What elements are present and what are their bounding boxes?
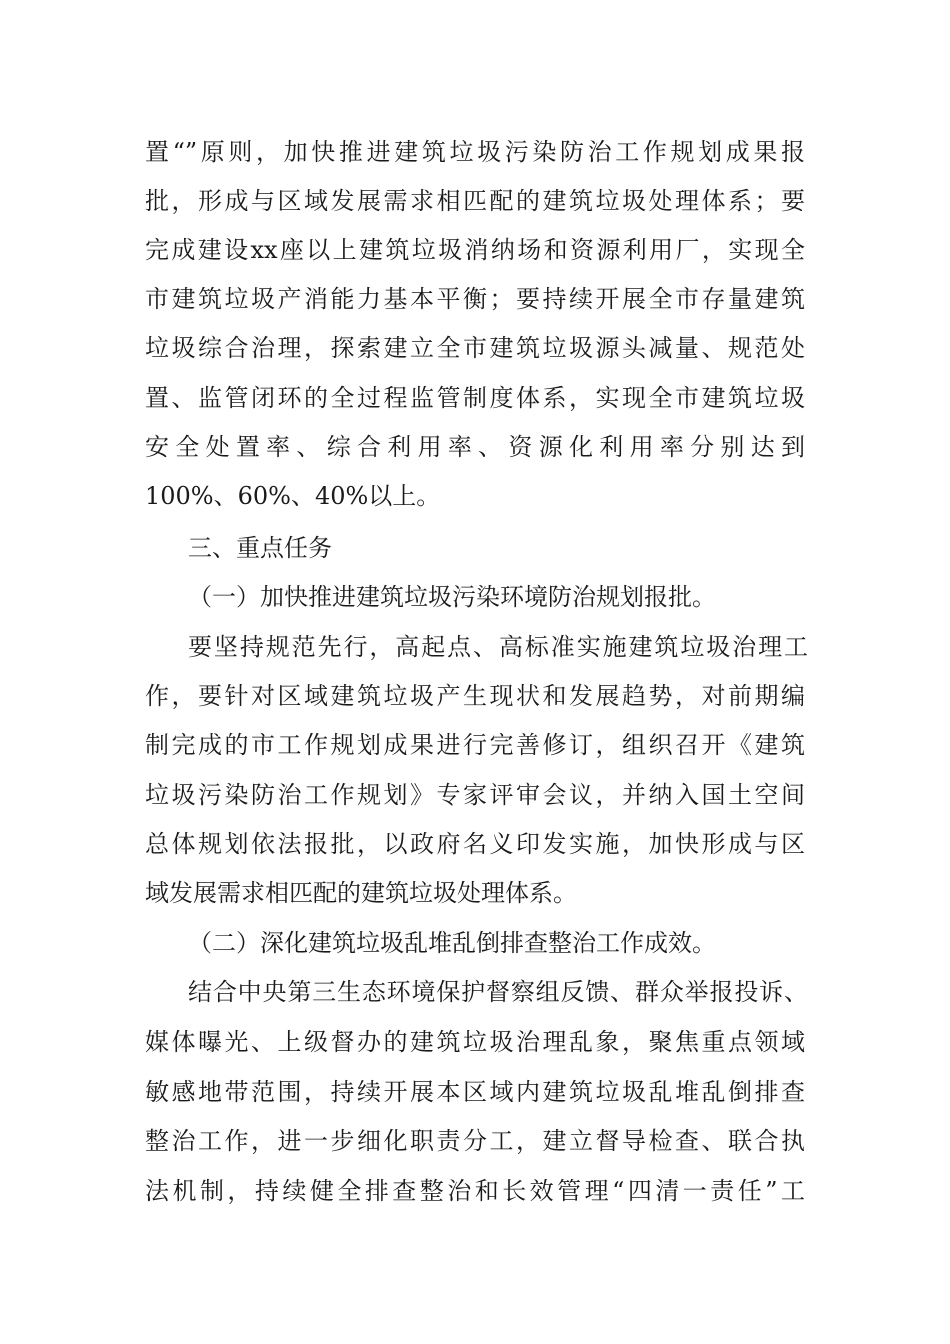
text-line: 批，形成与区域发展需求相匹配的建筑垃圾处理体系；要 bbox=[145, 187, 805, 215]
subsection-heading: （一）加快推进建筑垃圾污染环境防治规划报批。 bbox=[188, 583, 716, 611]
paragraph-first-line: 要坚持规范先行，高起点、高标准实施建筑垃圾治理工 bbox=[188, 633, 808, 661]
text-line: 域发展需求相匹配的建筑垃圾处理体系。 bbox=[145, 879, 577, 907]
paragraph-first-line: 结合中央第三生态环境保护督察组反馈、群众举报投诉、 bbox=[188, 978, 808, 1006]
text-line: 总体规划依法报批，以政府名义印发实施，加快形成与区 bbox=[145, 830, 805, 858]
text-line: 制完成的市工作规划成果进行完善修订，组织召开《建筑 bbox=[145, 731, 805, 759]
text-line: 完成建设xx座以上建筑垃圾消纳场和资源利用厂，实现全 bbox=[145, 236, 805, 264]
text-line: 市建筑垃圾产消能力基本平衡；要持续开展全市存量建筑 bbox=[145, 285, 805, 313]
section-heading: 三、重点任务 bbox=[188, 534, 332, 562]
text-line: 作，要针对区域建筑垃圾产生现状和发展趋势，对前期编 bbox=[145, 682, 805, 710]
text-line: 置、监管闭环的全过程监管制度体系，实现全市建筑垃圾 bbox=[145, 384, 805, 412]
text-line: 安全处置率、综合利用率、资源化利用率分别达到 bbox=[145, 433, 805, 461]
text-line: 媒体曝光、上级督办的建筑垃圾治理乱象，聚焦重点领域 bbox=[145, 1028, 805, 1056]
subsection-heading: （二）深化建筑垃圾乱堆乱倒排查整治工作成效。 bbox=[188, 929, 716, 957]
text-line: 垃圾污染防治工作规划》专家评审会议，并纳入国土空间 bbox=[145, 781, 805, 809]
text-line: 整治工作，进一步细化职责分工，建立督导检查、联合执 bbox=[145, 1127, 805, 1155]
text-line: 垃圾综合治理，探索建立全市建筑垃圾源头减量、规范处 bbox=[145, 334, 805, 362]
text-line: 法机制，持续健全排查整治和长效管理“四清一责任”工 bbox=[145, 1177, 805, 1205]
text-line: 置“”原则，加快推进建筑垃圾污染防治工作规划成果报 bbox=[145, 138, 805, 166]
text-line: 100%、60%、40%以上。 bbox=[145, 482, 441, 510]
text-line: 敏感地带范围，持续开展本区域内建筑垃圾乱堆乱倒排查 bbox=[145, 1078, 805, 1106]
